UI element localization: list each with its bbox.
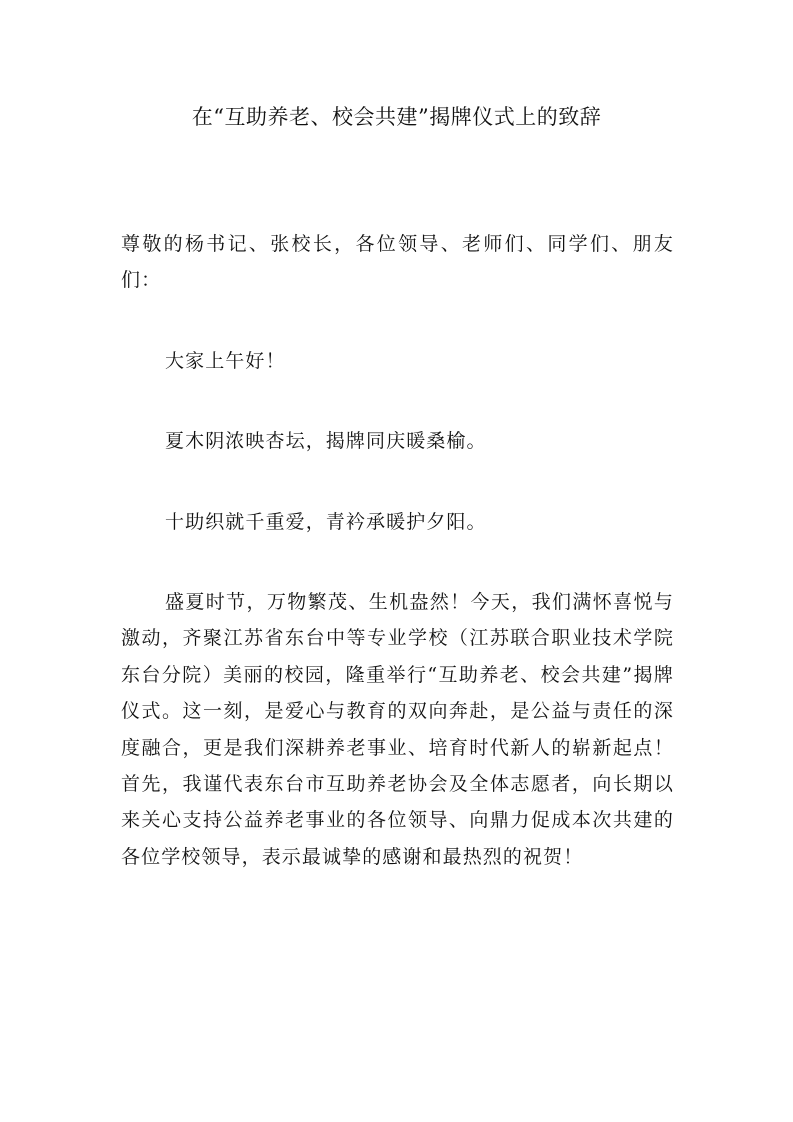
salutation-paragraph: 尊敬的杨书记、张校长，各位领导、老师们、同学们、朋友们： bbox=[121, 233, 674, 292]
document-title: 在“互助养老、校会共建”揭牌仪式上的致辞 bbox=[191, 105, 602, 129]
couplet-line-2: 十助织就千重爱，青衿承暖护夕阳。 bbox=[165, 510, 487, 533]
greeting-paragraph: 大家上午好！ bbox=[165, 349, 286, 372]
body-paragraph-1: 盛夏时节，万物繁茂、生机盎然！今天，我们满怀喜悦与激动，齐聚江苏省东台中等专业学校（江苏联合职业技术学院东台分院）美丽的校园，隆重举行“互助养老、校会共建”揭牌仪式。这一刻，是爱心与教育的双向奔赴，是公益与责任的深度融合，更是我们深耕养老事业、培育时代新人的崭新起点！首先，我谨代表东台市互助养老协会及全体志愿者，向长期以来关心支持公益养老事业的各位领导、向鼎力促成本次共建的各位学校领导，表示最诚挚的感谢和最热烈的祝贺！ bbox=[121, 591, 674, 868]
couplet-line-1: 夏木阴浓映杏坛，揭牌同庆暖桑榆。 bbox=[165, 430, 487, 453]
document-body bbox=[121, 226, 674, 875]
